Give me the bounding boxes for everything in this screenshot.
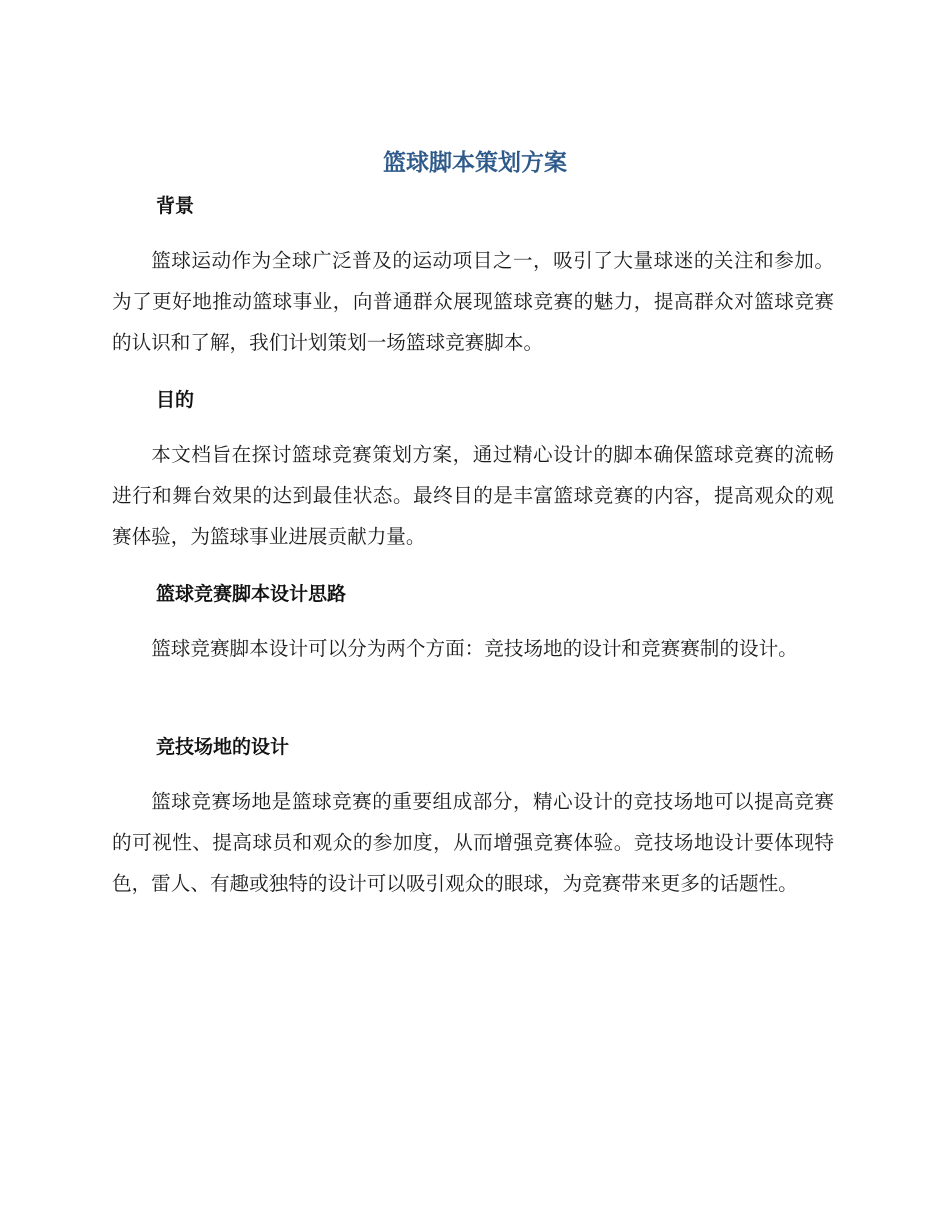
heading-background: 背景 — [156, 195, 195, 217]
heading-purpose: 目的 — [156, 389, 195, 411]
paragraph-venue-design: 篮球竞赛场地是篮球竞赛的重要组成部分，精心设计的竞技场地可以提高竞赛的可视性、提高球员和观众的参加度，从而增强竞赛体验。竞技场地设计要体现特色，雷人、有趣或独特的设计可以吸引观众的眼球，为竞赛带来更多的话题性。 — [112, 790, 834, 895]
paragraph-script-design: 篮球竞赛脚本设计可以分为两个方面：竞技场地的设计和竞赛赛制的设计。 — [151, 637, 798, 660]
heading-venue-design: 竞技场地的设计 — [156, 736, 290, 758]
heading-script-design: 篮球竞赛脚本设计思路 — [156, 583, 347, 605]
document-title: 篮球脚本策划方案 — [383, 150, 567, 176]
paragraph-background: 篮球运动作为全球广泛普及的运动项目之一，吸引了大量球迷的关注和参加。为了更好地推动篮球事业，向普通群众展现篮球竞赛的魅力，提高群众对篮球竞赛的认识和了解，我们计划策划一场篮球竞赛脚本。 — [112, 249, 834, 354]
paragraph-purpose: 本文档旨在探讨篮球竞赛策划方案，通过精心设计的脚本确保篮球竞赛的流畅进行和舞台效果的达到最佳状态。最终目的是丰富篮球竞赛的内容，提高观众的观赛体验，为篮球事业进展贡献力量。 — [112, 443, 834, 548]
